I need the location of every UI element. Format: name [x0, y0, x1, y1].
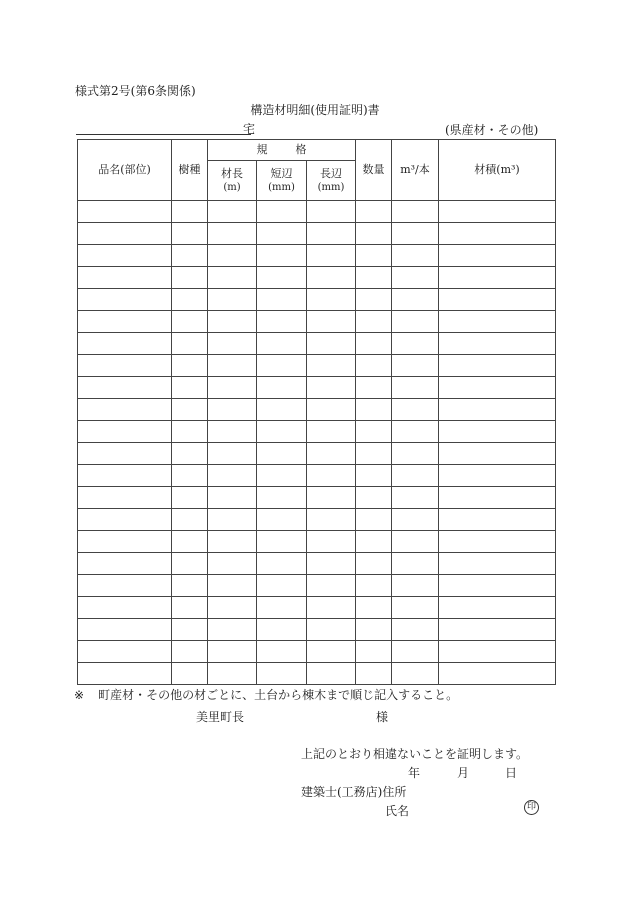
table-cell[interactable] [172, 311, 208, 333]
table-cell[interactable] [392, 245, 439, 267]
table-cell[interactable] [356, 245, 392, 267]
short-side-unit: (mm) [268, 181, 295, 193]
table-row [78, 663, 556, 685]
addressee: 美里町長 [196, 710, 245, 724]
table-cell[interactable] [208, 201, 257, 223]
table-cell[interactable] [307, 223, 356, 245]
name-label: 氏名 [385, 804, 410, 818]
table-cell[interactable] [172, 377, 208, 399]
table-cell[interactable] [257, 509, 307, 531]
table-cell[interactable] [307, 465, 356, 487]
home-suffix: 宅 [243, 122, 256, 136]
table-cell[interactable] [439, 399, 556, 421]
table-cell[interactable] [392, 421, 439, 443]
table-cell[interactable] [392, 289, 439, 311]
table-cell[interactable] [356, 641, 392, 663]
table-row [78, 575, 556, 597]
table-cell[interactable] [356, 333, 392, 355]
table-cell[interactable] [172, 333, 208, 355]
table-row [78, 443, 556, 465]
table-cell[interactable] [257, 619, 307, 641]
table-cell[interactable] [356, 443, 392, 465]
table-cell[interactable] [78, 663, 172, 685]
table-row [78, 421, 556, 443]
table-cell[interactable] [439, 465, 556, 487]
table-cell[interactable] [356, 597, 392, 619]
table-cell[interactable] [78, 355, 172, 377]
table-row [78, 201, 556, 223]
table-cell[interactable] [208, 531, 257, 553]
table-cell[interactable] [172, 553, 208, 575]
owner-name-line [76, 120, 251, 135]
table-row [78, 311, 556, 333]
table-cell[interactable] [392, 619, 439, 641]
table-cell[interactable] [439, 421, 556, 443]
table-cell[interactable] [356, 465, 392, 487]
table-cell[interactable] [392, 201, 439, 223]
table-cell[interactable] [208, 267, 257, 289]
header-length [208, 161, 257, 201]
table-cell[interactable] [392, 223, 439, 245]
table-cell[interactable] [392, 311, 439, 333]
table-row [78, 553, 556, 575]
date-month: 月 [457, 766, 470, 780]
table-cell[interactable] [78, 575, 172, 597]
table-row [78, 333, 556, 355]
honorific: 様 [376, 710, 389, 724]
table-cell[interactable] [356, 575, 392, 597]
table-cell[interactable] [78, 619, 172, 641]
length-label: 材長 [221, 166, 243, 180]
table-cell[interactable] [208, 465, 257, 487]
table-cell[interactable] [257, 289, 307, 311]
table-cell[interactable] [392, 641, 439, 663]
table-cell[interactable] [439, 333, 556, 355]
table-cell[interactable] [257, 641, 307, 663]
table-row [78, 641, 556, 663]
table-cell[interactable] [78, 245, 172, 267]
table-cell[interactable] [257, 443, 307, 465]
table-cell[interactable] [208, 289, 257, 311]
materials-table [77, 139, 556, 685]
note-text: 町産材・その他の材ごとに、土台から棟木まで順じ記入すること。 [98, 688, 459, 702]
table-cell[interactable] [78, 531, 172, 553]
table-cell[interactable] [356, 267, 392, 289]
table-cell[interactable] [78, 487, 172, 509]
table-cell[interactable] [208, 619, 257, 641]
table-cell[interactable] [307, 597, 356, 619]
table-cell[interactable] [172, 223, 208, 245]
table-cell[interactable] [208, 399, 257, 421]
table-cell[interactable] [208, 641, 257, 663]
table-cell[interactable] [439, 355, 556, 377]
table-cell[interactable] [307, 443, 356, 465]
table-cell[interactable] [356, 531, 392, 553]
table-row [78, 399, 556, 421]
table-cell[interactable] [208, 333, 257, 355]
date-year: 年 [408, 766, 421, 780]
table-cell[interactable] [356, 399, 392, 421]
table-cell[interactable] [356, 355, 392, 377]
table-cell[interactable] [172, 487, 208, 509]
table-row [78, 355, 556, 377]
table-cell[interactable] [257, 663, 307, 685]
table-cell[interactable] [78, 333, 172, 355]
table-cell[interactable] [439, 509, 556, 531]
table-cell[interactable] [439, 311, 556, 333]
table-cell[interactable] [439, 201, 556, 223]
header-item-name: 品名(部位) [78, 140, 172, 201]
table-cell[interactable] [439, 267, 556, 289]
table-cell[interactable] [439, 663, 556, 685]
table-row [78, 531, 556, 553]
document-title: 構造材明細(使用証明)書 [250, 103, 380, 117]
header-total-volume: 材積(m³) [439, 140, 556, 201]
table-cell[interactable] [257, 465, 307, 487]
table-cell[interactable] [439, 531, 556, 553]
header-spec: 規格 [208, 140, 356, 161]
table-cell[interactable] [257, 553, 307, 575]
table-cell[interactable] [439, 245, 556, 267]
long-side-unit: (mm) [317, 181, 345, 193]
table-cell[interactable] [257, 531, 307, 553]
table-cell[interactable] [307, 267, 356, 289]
table-cell[interactable] [172, 443, 208, 465]
table-cell[interactable] [257, 333, 307, 355]
table-cell[interactable] [356, 509, 392, 531]
table-cell[interactable] [78, 201, 172, 223]
table-cell[interactable] [78, 421, 172, 443]
table-cell[interactable] [257, 223, 307, 245]
table-cell[interactable] [307, 575, 356, 597]
header-short-side [257, 161, 307, 201]
table-cell[interactable] [392, 377, 439, 399]
table-cell[interactable] [257, 399, 307, 421]
table-cell[interactable] [307, 201, 356, 223]
table-body [78, 201, 556, 685]
table-cell[interactable] [307, 377, 356, 399]
table-cell[interactable] [208, 663, 257, 685]
table-cell[interactable] [307, 487, 356, 509]
table-cell[interactable] [356, 421, 392, 443]
table-cell[interactable] [172, 597, 208, 619]
table-cell[interactable] [439, 619, 556, 641]
table-cell[interactable] [78, 267, 172, 289]
table-cell[interactable] [78, 641, 172, 663]
table-cell[interactable] [392, 509, 439, 531]
table-cell[interactable] [172, 663, 208, 685]
table-cell[interactable] [257, 597, 307, 619]
table-cell[interactable] [392, 663, 439, 685]
table-cell[interactable] [208, 377, 257, 399]
table-cell[interactable] [307, 553, 356, 575]
table-cell[interactable] [392, 355, 439, 377]
table-cell[interactable] [307, 619, 356, 641]
table-cell[interactable] [208, 355, 257, 377]
table-row [78, 223, 556, 245]
long-side-label: 長辺 [320, 166, 342, 180]
table-cell[interactable] [307, 421, 356, 443]
table-cell[interactable] [208, 553, 257, 575]
table-cell[interactable] [392, 333, 439, 355]
table-cell[interactable] [78, 597, 172, 619]
table-cell[interactable] [257, 355, 307, 377]
table-row [78, 619, 556, 641]
table-cell[interactable] [208, 223, 257, 245]
table-cell[interactable] [208, 509, 257, 531]
header-long-side [307, 161, 356, 201]
table-cell[interactable] [439, 289, 556, 311]
table-cell[interactable] [78, 553, 172, 575]
note-mark: ※ [74, 688, 85, 702]
table-cell[interactable] [257, 421, 307, 443]
length-unit: (m) [223, 181, 241, 193]
table-cell[interactable] [172, 201, 208, 223]
table-cell[interactable] [208, 597, 257, 619]
table-cell[interactable] [307, 399, 356, 421]
table-cell[interactable] [392, 487, 439, 509]
table-row [78, 245, 556, 267]
short-side-label: 短辺 [270, 166, 293, 180]
table-row [78, 597, 556, 619]
date-day: 日 [505, 766, 518, 780]
table-cell[interactable] [78, 399, 172, 421]
table-cell[interactable] [439, 223, 556, 245]
table-cell[interactable] [356, 619, 392, 641]
table-cell[interactable] [439, 553, 556, 575]
table-row [78, 487, 556, 509]
table-cell[interactable] [439, 597, 556, 619]
table-cell[interactable] [307, 355, 356, 377]
table-cell[interactable] [208, 575, 257, 597]
table-cell[interactable] [356, 663, 392, 685]
table-cell[interactable] [257, 311, 307, 333]
table-row [78, 377, 556, 399]
table-cell[interactable] [307, 311, 356, 333]
table-cell[interactable] [172, 421, 208, 443]
table-cell[interactable] [208, 421, 257, 443]
table-cell[interactable] [78, 509, 172, 531]
table-cell[interactable] [439, 641, 556, 663]
table-cell[interactable] [439, 575, 556, 597]
table-cell[interactable] [392, 399, 439, 421]
table-cell[interactable] [257, 201, 307, 223]
table-cell[interactable] [172, 641, 208, 663]
table-cell[interactable] [392, 465, 439, 487]
table-cell[interactable] [208, 487, 257, 509]
table-cell[interactable] [439, 487, 556, 509]
table-cell[interactable] [392, 531, 439, 553]
certification-statement: 上記のとおり相違ないことを証明します。 [301, 747, 529, 761]
table-cell[interactable] [78, 465, 172, 487]
architect-address-label: 建築士(工務店)住所 [301, 785, 407, 799]
table-cell[interactable] [172, 355, 208, 377]
table-cell[interactable] [392, 267, 439, 289]
table-cell[interactable] [307, 531, 356, 553]
table-cell[interactable] [356, 289, 392, 311]
table-cell[interactable] [78, 377, 172, 399]
table-cell[interactable] [356, 487, 392, 509]
table-cell[interactable] [78, 289, 172, 311]
table-cell[interactable] [356, 553, 392, 575]
table-row [78, 267, 556, 289]
form-number: 様式第2号(第6条関係) [75, 84, 196, 98]
header-volume-per-piece: m³/本 [392, 140, 439, 201]
table-cell[interactable] [78, 443, 172, 465]
table-cell[interactable] [172, 267, 208, 289]
table-cell[interactable] [439, 377, 556, 399]
table-cell[interactable] [172, 575, 208, 597]
table-cell[interactable] [257, 377, 307, 399]
header-species: 樹種 [172, 140, 208, 201]
table-cell[interactable] [208, 245, 257, 267]
table-cell[interactable] [392, 443, 439, 465]
table-cell[interactable] [307, 509, 356, 531]
table-cell[interactable] [78, 223, 172, 245]
table-cell[interactable] [356, 223, 392, 245]
table-cell[interactable] [307, 663, 356, 685]
table-cell[interactable] [257, 575, 307, 597]
table-cell[interactable] [78, 311, 172, 333]
table-cell[interactable] [307, 641, 356, 663]
table-cell[interactable] [356, 311, 392, 333]
table-cell[interactable] [307, 289, 356, 311]
table-cell[interactable] [392, 553, 439, 575]
table-cell[interactable] [208, 311, 257, 333]
table-cell[interactable] [172, 245, 208, 267]
table-cell[interactable] [307, 333, 356, 355]
table-cell[interactable] [257, 267, 307, 289]
table-row [78, 289, 556, 311]
table-cell[interactable] [172, 531, 208, 553]
table-cell[interactable] [257, 245, 307, 267]
table-cell[interactable] [392, 575, 439, 597]
seal-mark: 印 [524, 800, 539, 815]
table-cell[interactable] [257, 487, 307, 509]
header-quantity: 数量 [356, 140, 392, 201]
table-cell[interactable] [172, 619, 208, 641]
table-cell[interactable] [307, 245, 356, 267]
table-row [78, 465, 556, 487]
table-cell[interactable] [172, 509, 208, 531]
material-category: (県産材・その他) [445, 123, 539, 137]
table-row [78, 509, 556, 531]
table-cell[interactable] [172, 289, 208, 311]
table-cell[interactable] [208, 443, 257, 465]
note [74, 686, 458, 703]
table-cell[interactable] [392, 597, 439, 619]
table-cell[interactable] [356, 377, 392, 399]
table-cell[interactable] [439, 443, 556, 465]
table-cell[interactable] [172, 465, 208, 487]
table-cell[interactable] [356, 201, 392, 223]
table-cell[interactable] [172, 399, 208, 421]
